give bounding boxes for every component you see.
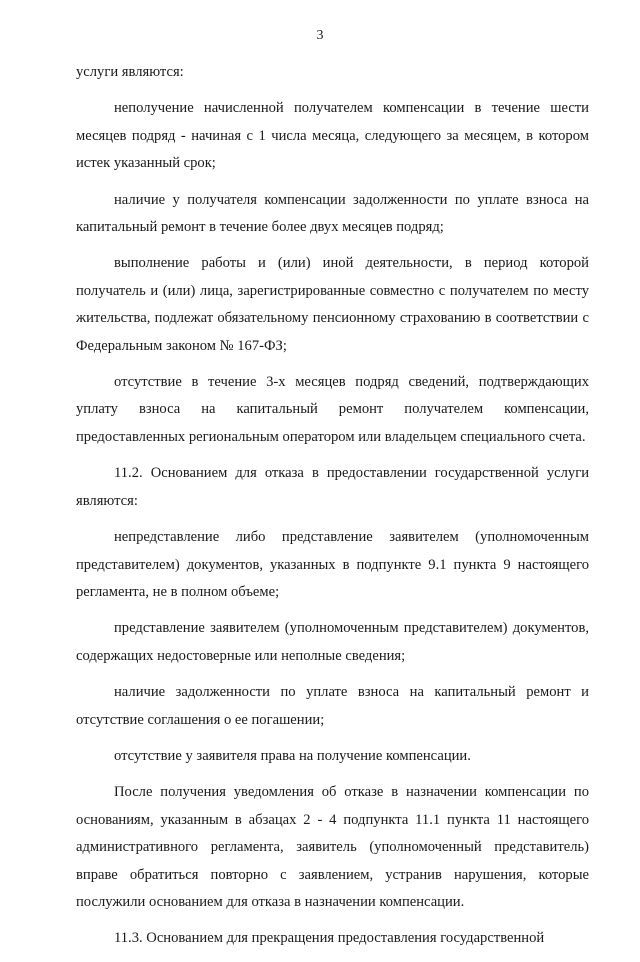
paragraph: представление заявителем (уполномоченным представителем) документов, содержащих недостоверные или неполные сведения;: [76, 620, 589, 664]
paragraph: отсутствие у заявителя права на получение компенсации.: [114, 747, 471, 764]
paragraph: услуги являются:: [76, 64, 184, 80]
paragraph: отсутствие в течение 3-х месяцев подряд сведений, подтверждающих уплату взноса на капитальный ремонт получателем компенсации, предоставленных региональным оператором или владельцем специального счета.: [76, 374, 589, 445]
paragraph: наличие у получателя компенсации задолженности по уплате взноса на капитальный ремонт в течение более двух месяцев подряд;: [76, 191, 589, 236]
paragraph: После получения уведомления об отказе в назначении компенсации по основаниям, указанным в абзацах 2 - 4 подпункта 11.1 пункта 11 настоящего административного регламента, заявитель (уполномоченный представитель) вправе обратиться повторно с заявлением, устранив нарушения, которые послужили основанием для отказа в назначении компенсации.: [76, 784, 589, 910]
paragraph: 11.2. Основанием для отказа в предоставлении государственной услуги являются:: [76, 465, 589, 509]
paragraph: 11.3. Основанием для прекращения предоставления государственной: [114, 930, 545, 947]
paragraph: непредставление либо представление заявителем (уполномоченным представителем) документов, указанных в подпункте 9.1 пункта 9 настоящего регламента, не в полном объеме;: [76, 529, 589, 600]
document-body: [76, 59, 589, 962]
page-number: 3: [316, 28, 324, 43]
paragraph: наличие задолженности по уплате взноса на капитальный ремонт и отсутствие соглашения о ее погашении;: [76, 684, 589, 728]
paragraph: выполнение работы и (или) иной деятельности, в период которой получатель и (или) лица, зарегистрированные совместно с получателем по месту жительства, подлежат обязательному пенсионному страхованию в соответствии с Федеральным законом № 167-ФЗ;: [76, 255, 589, 354]
paragraph: неполучение начисленной получателем компенсации в течение шести месяцев подряд - начиная с 1 числа месяца, следующего за месяцем, в котором истек указанный срок;: [76, 100, 589, 172]
